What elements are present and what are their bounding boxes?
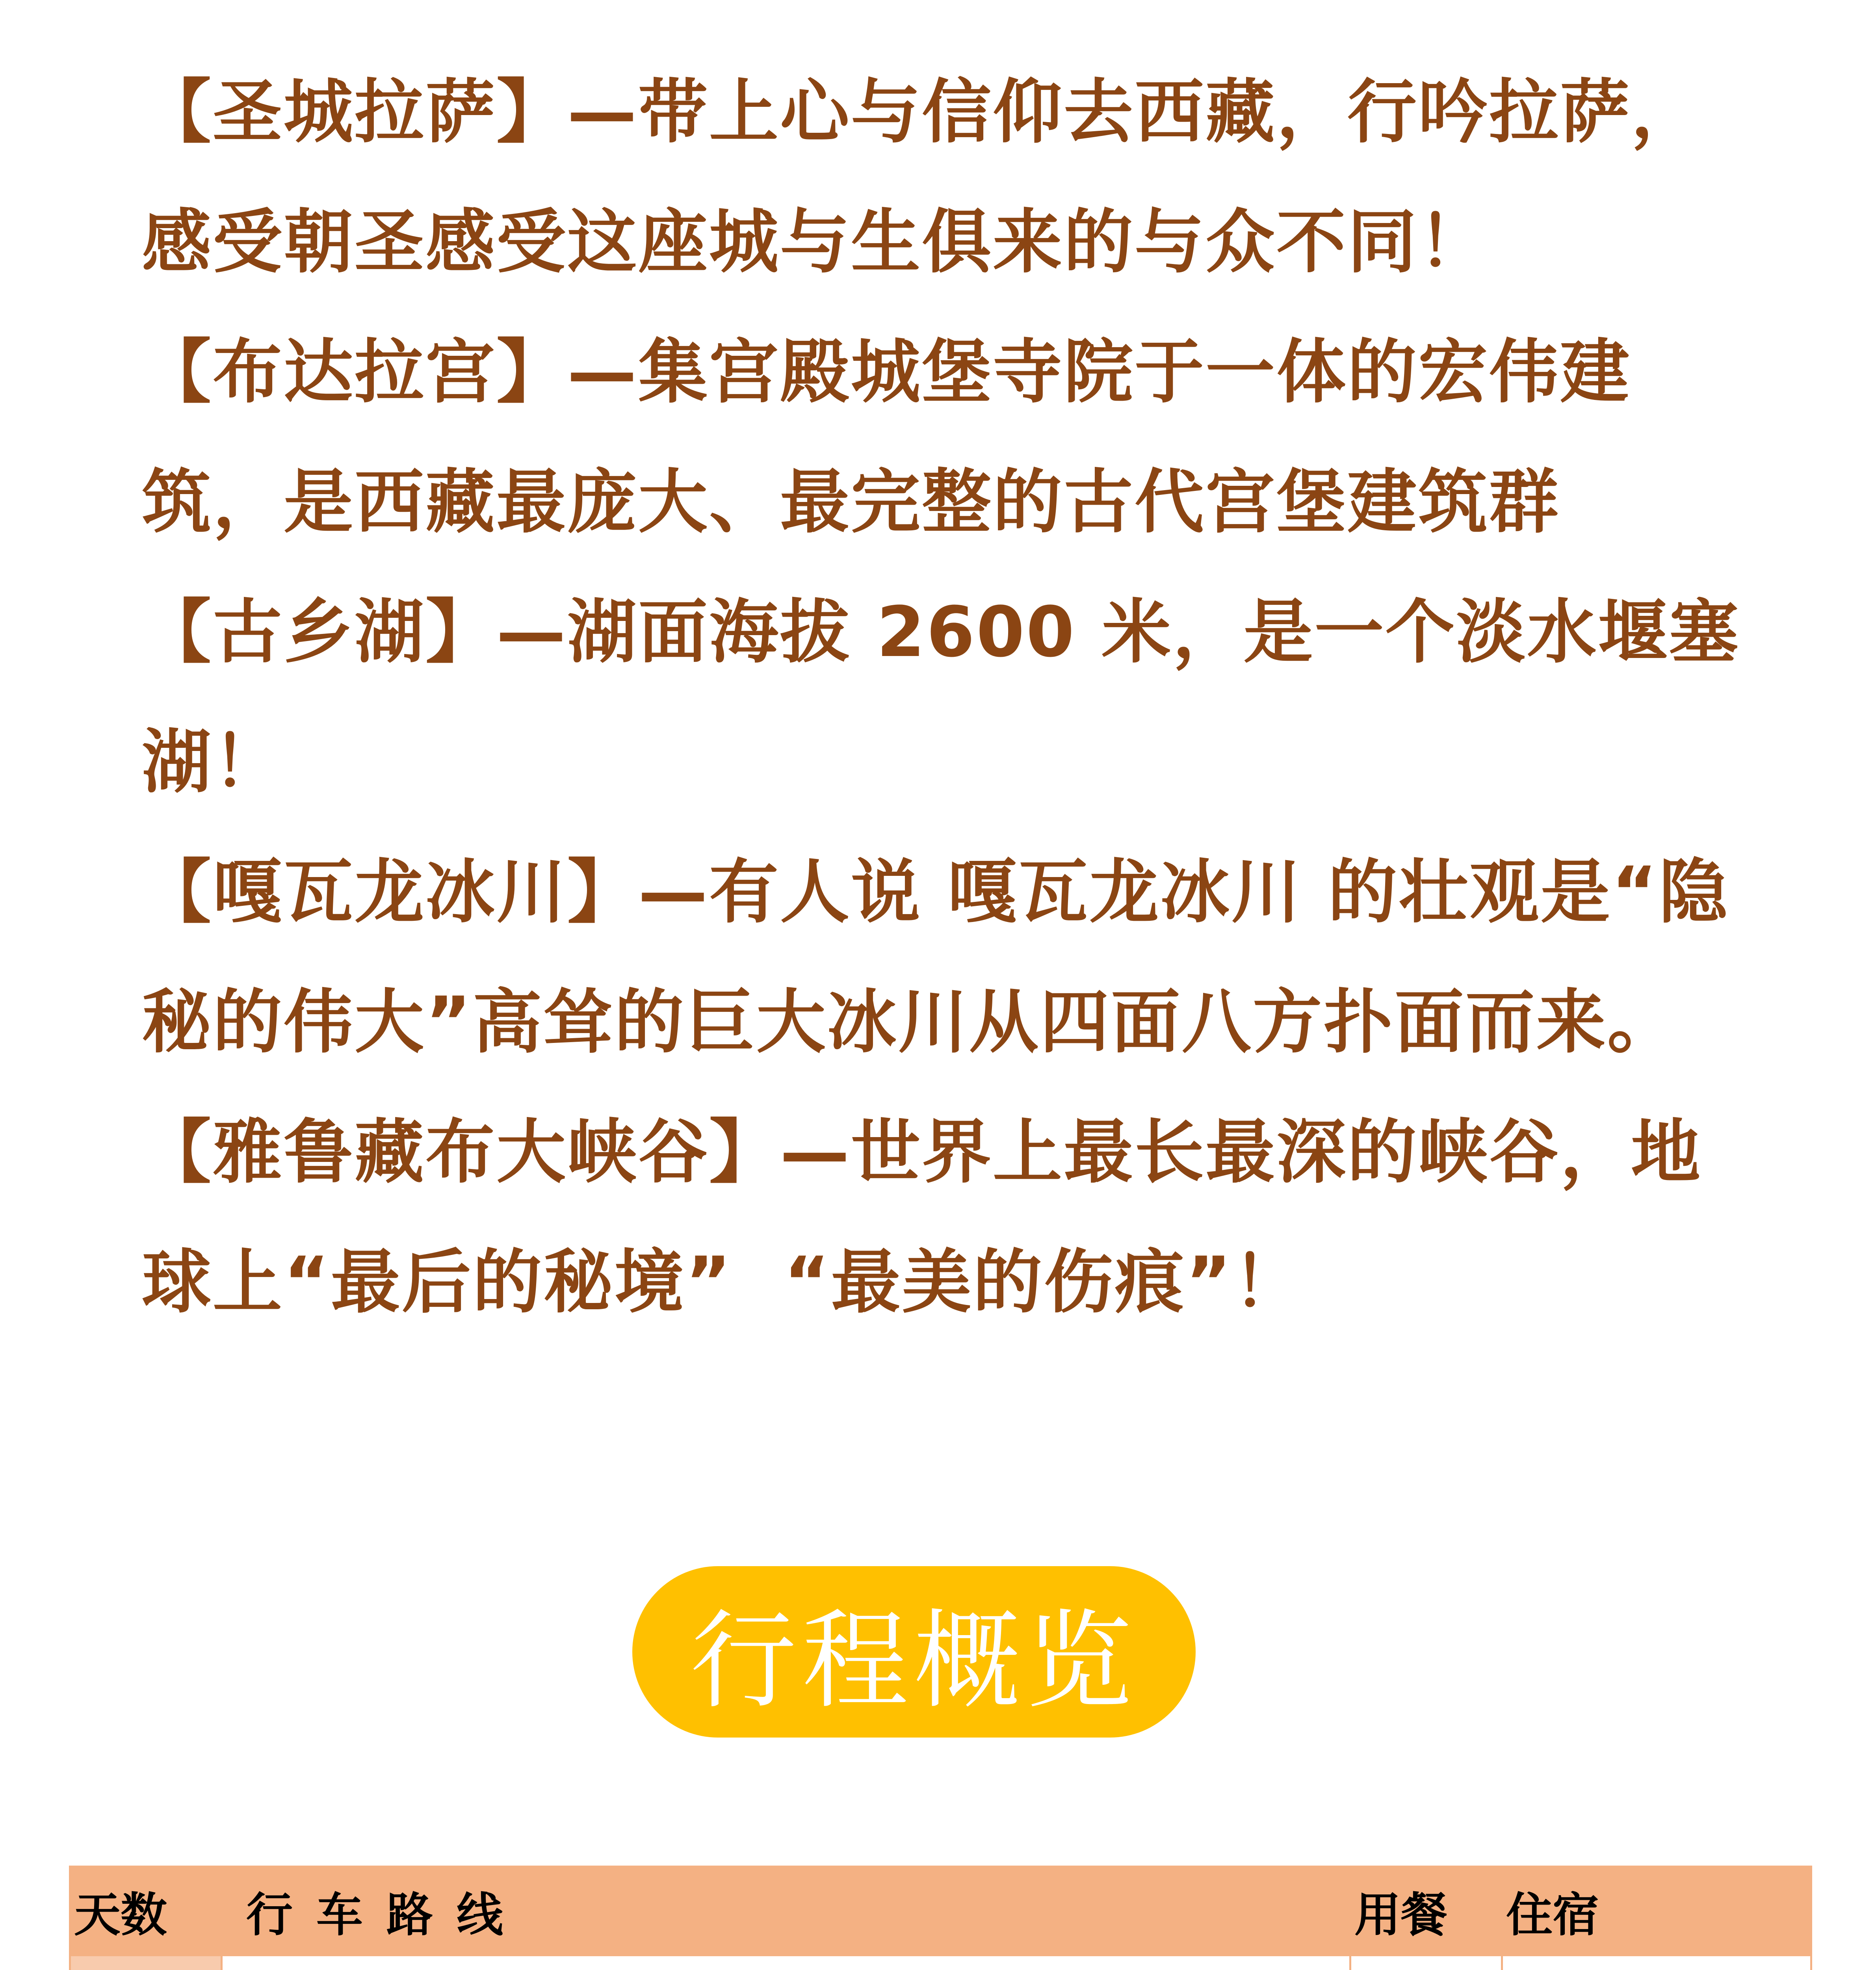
intro-paragraph-lhasa: 【圣城拉萨】—带上心与信仰去西藏，行吟拉萨，感受朝圣感受这座城与生俱来的与众不同！	[142, 72, 1702, 282]
day-cell	[70, 1955, 222, 1970]
intro-paragraph-gawalong-glacier: 【嘎瓦龙冰川】—有人说 嘎瓦龙冰川 的壮观是“隐秘的伟大”高耸的巨大冰川从四面八方扑面而来。	[142, 852, 1730, 1063]
table-header-row	[70, 1867, 1811, 1955]
meals-cell	[1350, 1955, 1502, 1970]
header-day: 天数	[70, 1867, 222, 1955]
table-row	[70, 1955, 1811, 1970]
intro-paragraph-yarlung-canyon: 【雅鲁藏布大峡谷】—世界上最长最深的峡谷，地球上“最后的秘境” “最美的伤痕”！	[142, 1112, 1702, 1323]
lodging-cell	[1502, 1955, 1811, 1970]
itinerary-table	[69, 1866, 1812, 1970]
intro-text	[142, 47, 1757, 1347]
overview-badge-label: 行程概览	[690, 1598, 1138, 1723]
route-cell	[222, 1955, 1350, 1970]
header-meals: 用餐	[1350, 1867, 1502, 1955]
overview-badge	[632, 1566, 1196, 1738]
header-route: 行车路线	[222, 1867, 1350, 1955]
header-lodging: 住宿	[1502, 1867, 1811, 1955]
intro-paragraph-guxiang-lake: 【古乡湖】—湖面海拔 2600 米，是一个淡水堰塞湖！	[142, 592, 1740, 803]
intro-paragraph-potala: 【布达拉宫】—集宫殿城堡寺院于一体的宏伟建筑，是西藏最庞大、最完整的古代宫堡建筑群	[142, 332, 1631, 543]
